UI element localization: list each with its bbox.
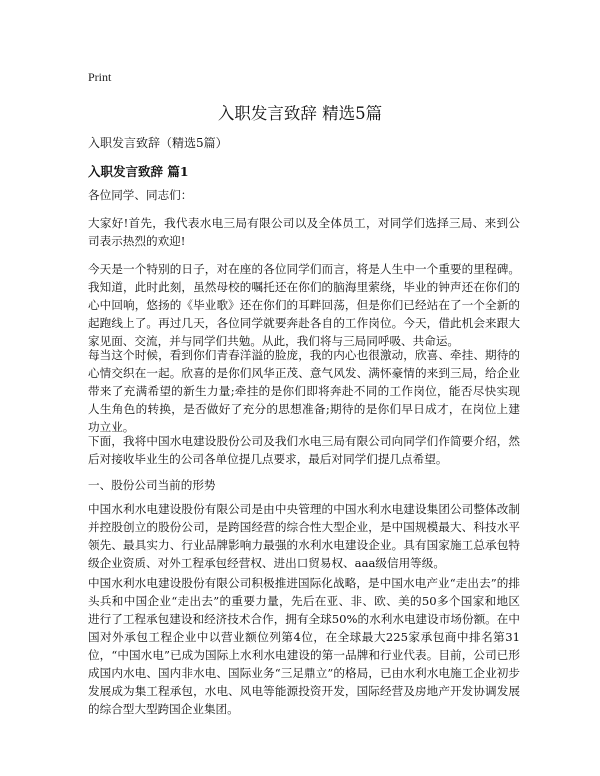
document-subtitle: 入职发言致辞（精选5篇）: [88, 136, 228, 150]
feelings-paragraph: 每当这个时候，看到你们青春洋溢的脸庞，我的内心也很激动，欣喜、牵挂、期待的心情交织在一起。欣喜的是你们风华正茂、意气风发、满怀豪情的来到三局，给企业带来了充满希望的新生力量;牵挂的是你们即将奔赴不同的工作岗位，能否尽快实现人生角色的转换，是否做好了充分的思想准备;期待的是你们早日成才，在岗位上建功立业。: [88, 348, 520, 434]
welcome-paragraph: 大家好!首先，我代表水电三局有限公司以及全体员工，对同学们选择三局、来到公司表示热烈的欢迎!: [88, 216, 520, 248]
introduction-paragraph: 下面，我将中国水电建设股份公司及我们水电三局有限公司向同学们作简要介绍，然后对接收毕业生的公司各单位提几点要求，最后对同学们提几点希望。: [88, 434, 520, 466]
greeting-paragraph: 各位同学、同志们：: [88, 188, 193, 202]
company-profile-paragraph: 中国水利水电建设股份有限公司是由中央管理的中国水利水电建设集团公司整体改制并控股创立的股份公司，是跨国经营的综合性大型企业，是中国规模最大、科技水平领先、最具实力、行业品牌影响力最强的水利水电建设企业。具有国家施工总承包特级企业资质、对外工程承包经营权、进出口贸易权、aaa级信用等级。: [88, 502, 520, 570]
section-title: 入职发言致辞 篇1: [88, 164, 189, 179]
internationalization-paragraph: 中国水利水电建设股份有限公司积极推进国际化战略，是中国水电产业“走出去”的排头兵和中国企业“走出去”的重要力量，先后在亚、非、欧、美的50多个国家和地区进行了工程承包建设和经济技术合作，拥有全球50%的水利水电建设市场份额。在中国对外承包工程企业中以营业额位列第4位，在全球最大225家承包商中排名第31位，“中国水电”已成为国际上水利水电建设的第一品牌和行业代表。目前，公司已形成国内水电、国内非水电、国际业务“三足鼎立”的格局，已由水利水电施工企业初步发展成为集工程承包，水电、风电等能源投资开发，国际经营及房地产开发协调发展的综合型大型跨国企业集团。: [88, 576, 520, 716]
document-title: 入职发言致辞 精选5篇: [217, 104, 383, 123]
section-heading-paragraph: 一、股份公司当前的形势: [88, 478, 216, 492]
print-link[interactable]: Print: [88, 70, 112, 84]
milestone-paragraph: 今天是一个特别的日子，对在座的各位同学们而言，将是人生中一个重要的里程碑。我知道，此时此刻，虽然母校的嘱托还在你们的脑海里萦绕，毕业的钟声还在你们的心中回响，悠扬的《毕业歌》还在你们的耳畔回荡，但是你们已经站在了一个全新的起跑线上了。再过几天，各位同学就要奔赴各自的工作岗位。今天，借此机会来跟大家见面、交流，并与同学们共勉。从此，我们将与三局同呼吸、共命运。: [88, 262, 520, 348]
